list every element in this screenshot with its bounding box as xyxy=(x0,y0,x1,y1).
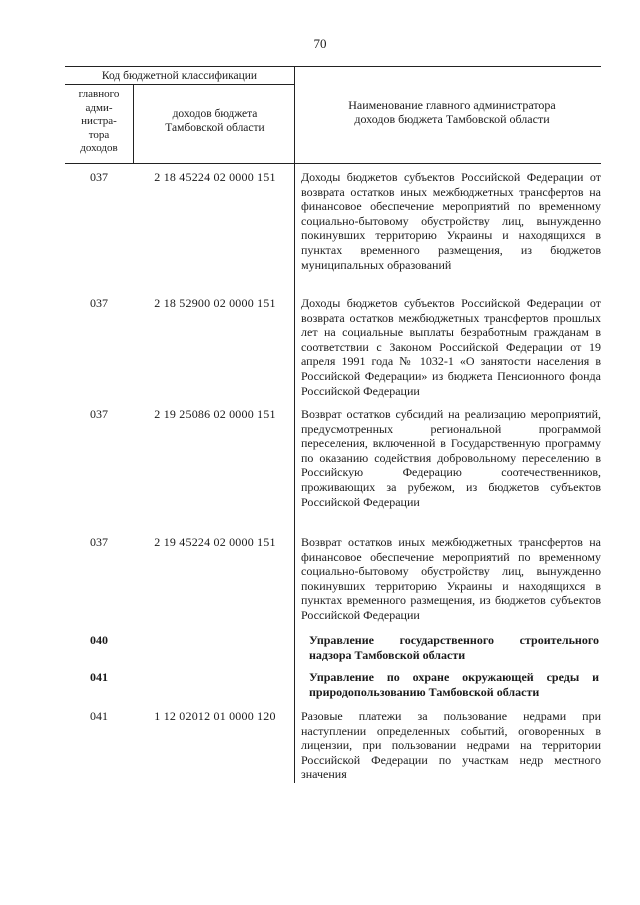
admin-code: 037 xyxy=(90,170,108,184)
administrator-name: Управление государственного строительного надзора Тамбовской области xyxy=(309,633,599,662)
admin-code: 037 xyxy=(90,407,108,421)
income-name: Возврат остатков иных межбюджетных трансфертов на финансовое обеспечение мероприятий по временному социально-бытовому обустройству лиц, вынужденно покинувших территорию Украины и находящихся в пунктах временного размещения, из бюджетов субъектов Российской Федерации xyxy=(301,535,601,622)
admin-code: 037 xyxy=(90,535,108,549)
budget-code: 2 19 25086 02 0000 151 xyxy=(154,407,276,421)
admin-code: 040 xyxy=(90,633,108,647)
income-name: Доходы бюджетов субъектов Российской Федерации от возврата остатков межбюджетных трансфертов прошлых лет на социальные выплаты безработным гражданам в соответствии с Законом Российской Федерации от 19 апреля 1991 года № 1032-1 «О занятости населения в Российской Федерации» из бюджета Пенсионного фонда Российской Федерации xyxy=(301,296,601,398)
budget-code: 1 12 02012 01 0000 120 xyxy=(154,709,276,723)
admin-code: 041 xyxy=(90,670,108,684)
income-name: Доходы бюджетов субъектов Российской Федерации от возврата остатков иных межбюджетных трансфертов на финансовое обеспечение мероприятий по временному социально-бытовому обустройству лиц, вынужденно покинувших территорию Украины и находящихся в пунктах временного размещения, из бюджетов муниципальных образований xyxy=(301,170,601,272)
page-number: 70 xyxy=(313,36,327,51)
table-body xyxy=(65,0,601,905)
admin-code: 037 xyxy=(90,296,108,310)
header-group-title: Код бюджетной классификации xyxy=(101,70,258,82)
header-col-name: Наименование главного администратора доходов бюджета Тамбовской области xyxy=(348,98,556,126)
admin-code: 041 xyxy=(90,709,108,723)
budget-code: 2 19 45224 02 0000 151 xyxy=(154,535,276,549)
administrator-name: Управление по охране окружающей среды и природопользованию Тамбовской области xyxy=(309,670,599,699)
header-col-code: доходов бюджета Тамбовской области xyxy=(165,108,265,134)
income-name: Возврат остатков субсидий на реализацию мероприятий, предусмотренных региональной программой переселения, включенной в Государственную программу по оказанию содействия добровольному переселению в Российскую Федерацию соотечественников, проживающих за рубежом, из бюджетов субъектов Российской Федерации xyxy=(301,407,601,509)
budget-code: 2 18 45224 02 0000 151 xyxy=(154,170,276,184)
budget-code: 2 18 52900 02 0000 151 xyxy=(154,296,276,310)
header-col-admin: главного адми- нистра- тора доходов xyxy=(78,88,120,154)
income-name: Разовые платежи за пользование недрами при наступлении определенных событий, оговоренных в лицензии, при пользовании недрами на территории Российской Федерации по участкам недр местного значения xyxy=(301,709,601,782)
